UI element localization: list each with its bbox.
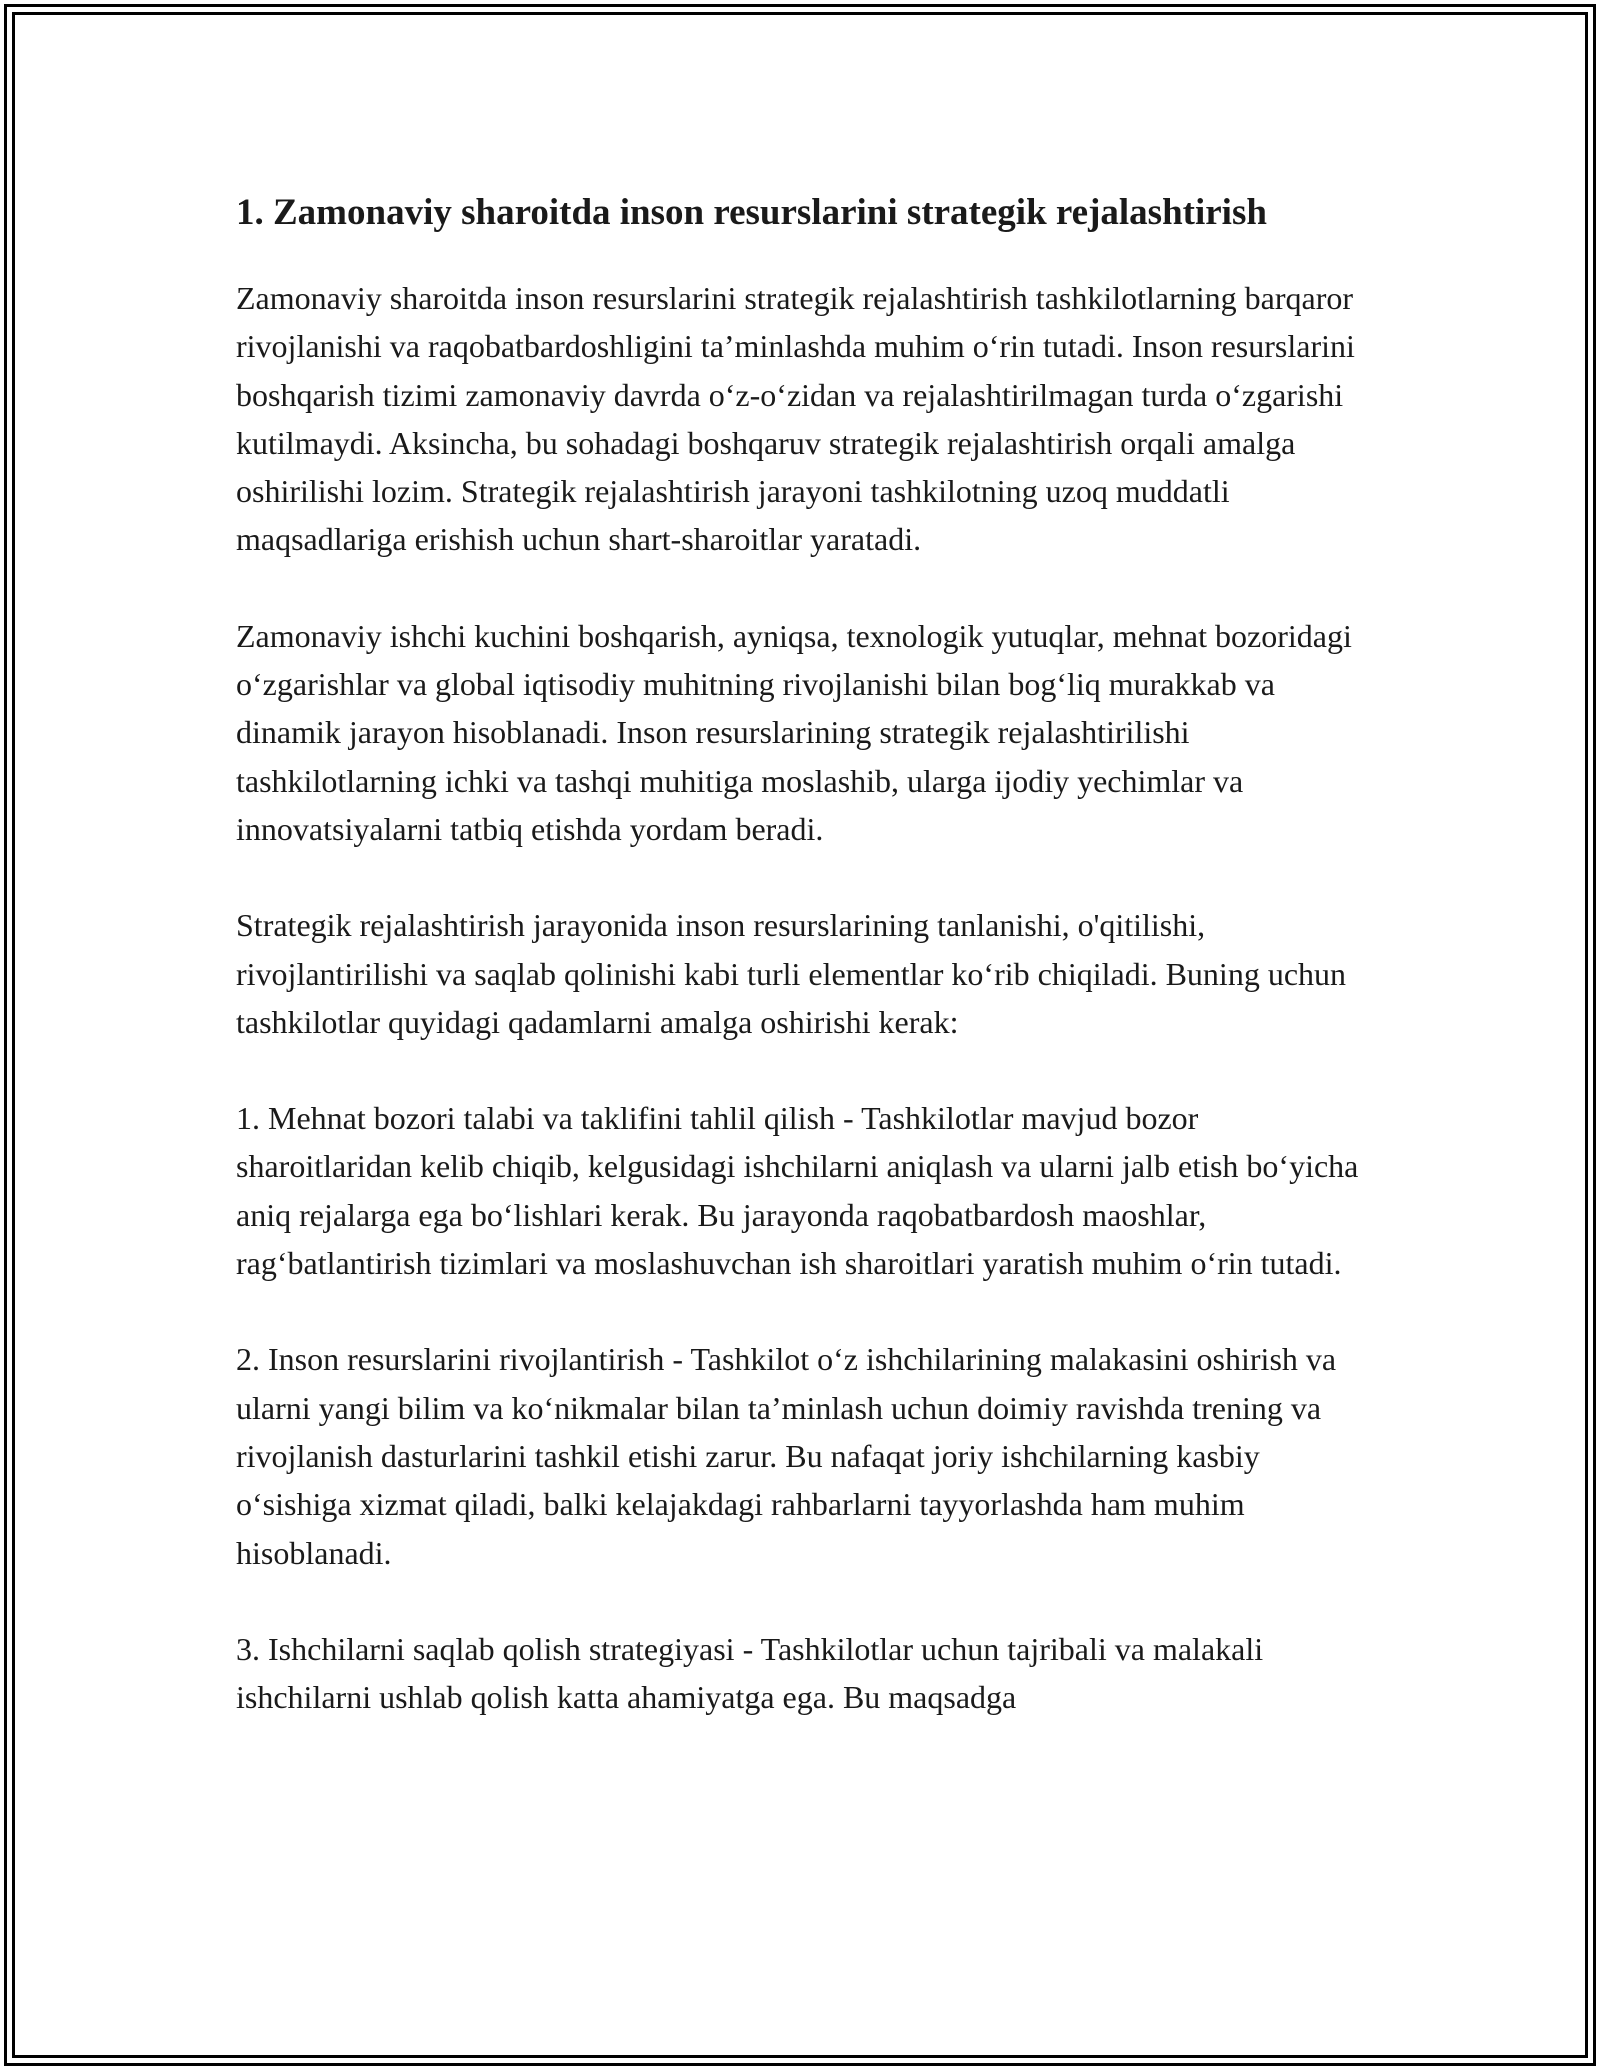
- paragraph-process: Strategik rejalashtirish jarayonida inson resurslarining tanlanishi, o'qitilishi, rivojlantirilishi va saqlab qolinishi kabi turli elementlar ko‘rib chiqiladi. Buning uchun tashkilotlar quyidagi qadamlarni amalga oshirishi kerak:: [236, 907, 1347, 1040]
- list-item-retention: 3. Ishchilarni saqlab qolish strategiyasi - Tashkilotlar uchun tajribali va malakali ishchilarni ushlab qolish katta ahamiyatga ega. Bu maqsadga: [236, 1630, 1264, 1716]
- paragraph-workforce: Zamonaviy ishchi kuchini boshqarish, ayniqsa, texnologik yutuqlar, mehnat bozoridagi o‘zgarishlar va global iqtisodiy muhitning rivojlanishi bilan bog‘liq murakkab va dinamik jarayon hisoblanadi. Inson resurslarining strategik rejalashtirilishi tashkilotlarning ichki va tashqi muhitiga moslashib, ularga ijodiy yechimlar va innovatsiyalarni tatbiq etishda yordam beradi.: [236, 617, 1352, 847]
- list-item-development: 2. Inson resurslarini rivojlantirish - Tashkilot o‘z ishchilarining malakasini oshirish va ularni yangi bilim va ko‘nikmalar bilan ta’minlash uchun doimiy ravishda trening va rivojlanish dasturlarini tashkil etishi zarur. Bu nafaqat joriy ishchilarning kasbiy o‘sishiga xizmat qiladi, balki kelajakdagi rahbarlarni tayyorlashda ham muhim hisoblanadi.: [236, 1341, 1337, 1571]
- paragraph-intro: Zamonaviy sharoitda inson resurslarini strategik rejalashtirish tashkilotlarning barqaror rivojlanishi va raqobatbardoshligini ta’minlashda muhim o‘rin tutadi. Inson resurslarini boshqarish tizimi zamonaviy davrda o‘z-o‘zidan va rejalashtirilmagan turda o‘zgarishi kutilmaydi. Aksincha, bu sohadagi boshqaruv strategik rejalashtirish orqali amalga oshirilishi lozim. Strategik rejalashtirish jarayoni tashkilotning uzoq muddatli maqsadlariga erishish uchun shart-sharoitlar yaratadi.: [236, 280, 1355, 558]
- document-title: 1. Zamonaviy sharoitda inson resurslarini strategik rejalashtirish: [236, 192, 1267, 233]
- list-item-market-analysis: 1. Mehnat bozori talabi va taklifini tahlil qilish - Tashkilotlar mavjud bozor sharoitlaridan kelib chiqib, kelgusidagi ishchilarni aniqlash va ularni jalb etish bo‘yicha aniq rejalarga ega bo‘lishlari kerak. Bu jarayonda raqobatbardosh maoshlar, rag‘batlantirish tizimlari va moslashuvchan ish sharoitlari yaratish muhim o‘rin tutadi.: [236, 1100, 1359, 1282]
- document-body: [236, 186, 1376, 1769]
